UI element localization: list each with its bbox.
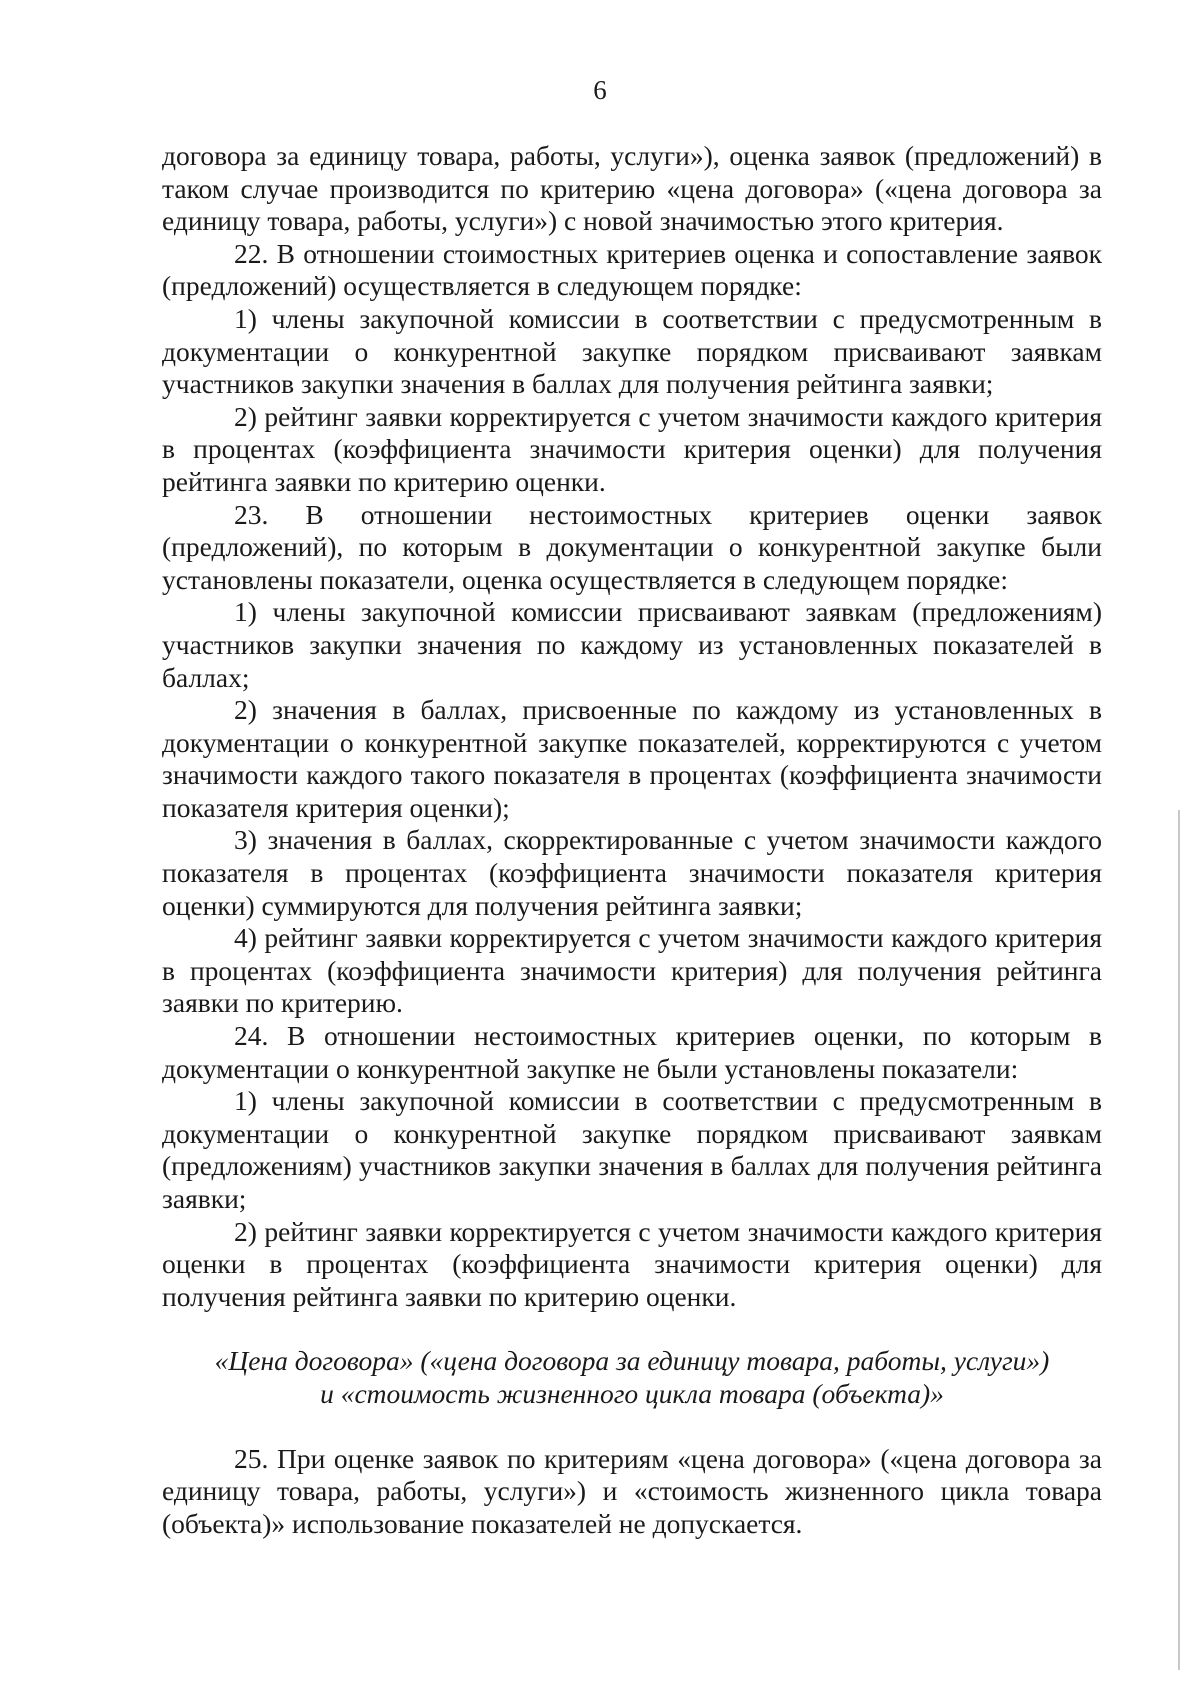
- paragraph-23-item-4: 4) рейтинг заявки корректируется с учетом значимости каждого критерия в процентах (коэффициента значимости критерия) для получения рейтинга заявки по критерию.: [162, 922, 1102, 1019]
- section-heading-line-2: и «стоимость жизненного цикла товара (объекта)»: [320, 1377, 944, 1409]
- section-heading-line-1: «Цена договора» («цена договора за единицу товара, работы, услуги»): [214, 1345, 1050, 1377]
- paragraph-22-item-1: 1) члены закупочной комиссии в соответствии с предусмотренным в документации о конкурентной закупке порядком присваивают заявкам участников закупки значения в баллах для получения рейтинга заявки;: [162, 302, 1102, 400]
- paragraph-continuation: договора за единицу товара, работы, услуги»), оценка заявок (предложений) в таком случае производится по критерию «цена договора» («цена договора за единицу товара, работы, услуги») с новой значимостью этого критерия.: [162, 140, 1102, 237]
- page-number: 6: [593, 75, 607, 105]
- paragraph-22-item-2: 2) рейтинг заявки корректируется с учетом значимости каждого критерия в процентах (коэффициента значимости критерия оценки) для получения рейтинга заявки по критерию оценки.: [162, 400, 1102, 497]
- paragraph-24-item-1: 1) члены закупочной комиссии в соответствии с предусмотренным в документации о конкурентной закупке порядком присваивают заявкам (предложениям) участников закупки значения в баллах для получения рейтинга заявки;: [162, 1085, 1102, 1214]
- paragraph-23-item-2: 2) значения в баллах, присвоенные по каждому из установленных в документации о конкурентной закупке показателей, корректируются с учетом значимости каждого такого показателя в процентах (коэффициента значимости показателя критерия оценки);: [162, 694, 1102, 823]
- paragraph-24: 24. В отношении нестоимостных критериев оценки, по которым в документации о конкурентной закупке не были установлены показатели:: [162, 1020, 1102, 1084]
- paragraph-22: 22. В отношении стоимостных критериев оценка и сопоставление заявок (предложений) осуществляется в следующем порядке:: [162, 237, 1102, 302]
- document-body: [162, 140, 1102, 1540]
- section-heading: [162, 1345, 1102, 1410]
- paragraph-23-item-1: 1) члены закупочной комиссии присваивают заявкам (предложениям) участников закупки значения по каждому из установленных показателей в баллах;: [162, 596, 1102, 693]
- paragraph-23-item-3: 3) значения в баллах, скорректированные с учетом значимости каждого показателя в процентах (коэффициента значимости показателя критерия оценки) суммируются для получения рейтинга заявки;: [162, 824, 1102, 921]
- scan-edge-line: [1178, 810, 1180, 1670]
- paragraph-24-item-2: 2) рейтинг заявки корректируется с учетом значимости каждого критерия оценки в процентах (коэффициента значимости критерия оценки) для получения рейтинга заявки по критерию оценки.: [162, 1215, 1102, 1312]
- paragraph-25: 25. При оценке заявок по критериям «цена договора» («цена договора за единицу товара, работы, услуги») и «стоимость жизненного цикла товара (объекта)» использование показателей не допускается.: [162, 1442, 1102, 1539]
- paragraph-23: 23. В отношении нестоимостных критериев оценки заявок (предложений), по которым в документации о конкурентной закупке были установлены показатели, оценка осуществляется в следующем порядке:: [162, 498, 1102, 595]
